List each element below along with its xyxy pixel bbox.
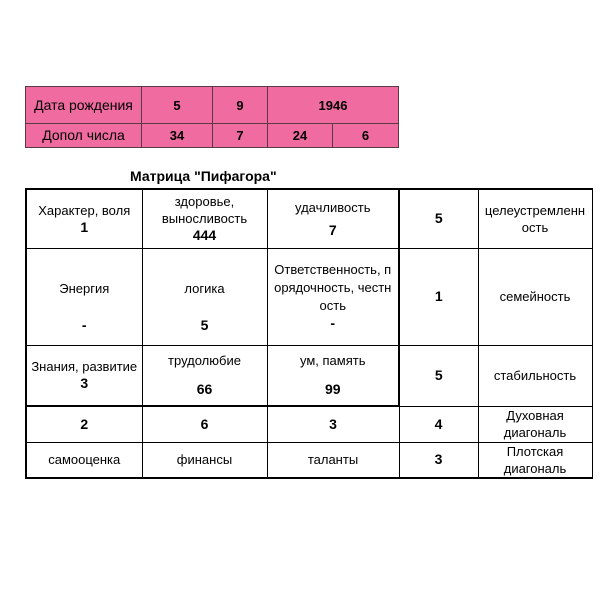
- birth-day: 5: [142, 87, 213, 124]
- cell-label: здоровье, выносливость: [161, 194, 248, 227]
- cell-value: 66: [196, 381, 213, 398]
- cell-value: 3: [80, 375, 89, 392]
- birth-date-table: [25, 86, 399, 148]
- extra-number-2: 7: [213, 124, 268, 148]
- column-label: таланты: [267, 442, 399, 478]
- matrix-cell: [26, 345, 142, 406]
- column-sum: 2: [26, 406, 142, 442]
- matrix-cell: [267, 248, 399, 345]
- birth-year: 1946: [268, 87, 399, 124]
- carnal-diagonal-label: Плотская диагональ: [478, 442, 592, 478]
- cell-value: 5: [200, 317, 209, 333]
- cell-label: Энергия: [59, 280, 110, 296]
- side-label: семейность: [478, 248, 592, 345]
- cell-label: Знания, развитие: [31, 359, 138, 375]
- matrix-cell: [26, 248, 142, 345]
- matrix-cell: [142, 345, 267, 406]
- cell-label: логика: [184, 280, 225, 296]
- cell-value: -: [330, 315, 336, 331]
- cell-value: 99: [324, 381, 341, 398]
- matrix-cell: [26, 189, 142, 248]
- cell-value: 7: [328, 221, 337, 238]
- cell-label: удачливость: [295, 199, 371, 215]
- side-label: стабильность: [478, 345, 592, 406]
- cell-label: Характер, воля: [38, 202, 131, 218]
- side-label: целеустремленность: [478, 189, 592, 248]
- spiritual-diagonal-value: 4: [399, 406, 478, 442]
- cell-value: 444: [192, 227, 217, 244]
- birth-month: 9: [213, 87, 268, 124]
- column-label: финансы: [142, 442, 267, 478]
- carnal-diagonal-value: 3: [399, 442, 478, 478]
- side-value: 5: [399, 345, 478, 406]
- side-value: 5: [399, 189, 478, 248]
- extra-numbers-label: Допол числа: [26, 124, 142, 148]
- extra-number-1: 34: [142, 124, 213, 148]
- side-value: 1: [399, 248, 478, 345]
- matrix-title: Матрица "Пифагора": [130, 168, 277, 184]
- cell-label: трудолюбие: [168, 353, 241, 369]
- column-sum: 3: [267, 406, 399, 442]
- column-label: самооценка: [26, 442, 142, 478]
- spiritual-diagonal-label: Духовная диагональ: [478, 406, 592, 442]
- cell-value: 1: [80, 218, 89, 235]
- cell-value: -: [81, 317, 87, 333]
- birth-date-label: Дата рождения: [26, 87, 142, 124]
- cell-label: Ответственность, порядочность, честность: [274, 262, 392, 313]
- extra-number-3: 24: [268, 124, 333, 148]
- extra-number-4: 6: [333, 124, 399, 148]
- matrix-cell: [142, 248, 267, 345]
- cell-label: ум, память: [300, 353, 366, 369]
- matrix-cell: [267, 345, 399, 406]
- column-sum: 6: [142, 406, 267, 442]
- matrix-cell: [142, 189, 267, 248]
- pythagoras-matrix: [25, 188, 593, 479]
- matrix-cell: [267, 189, 399, 248]
